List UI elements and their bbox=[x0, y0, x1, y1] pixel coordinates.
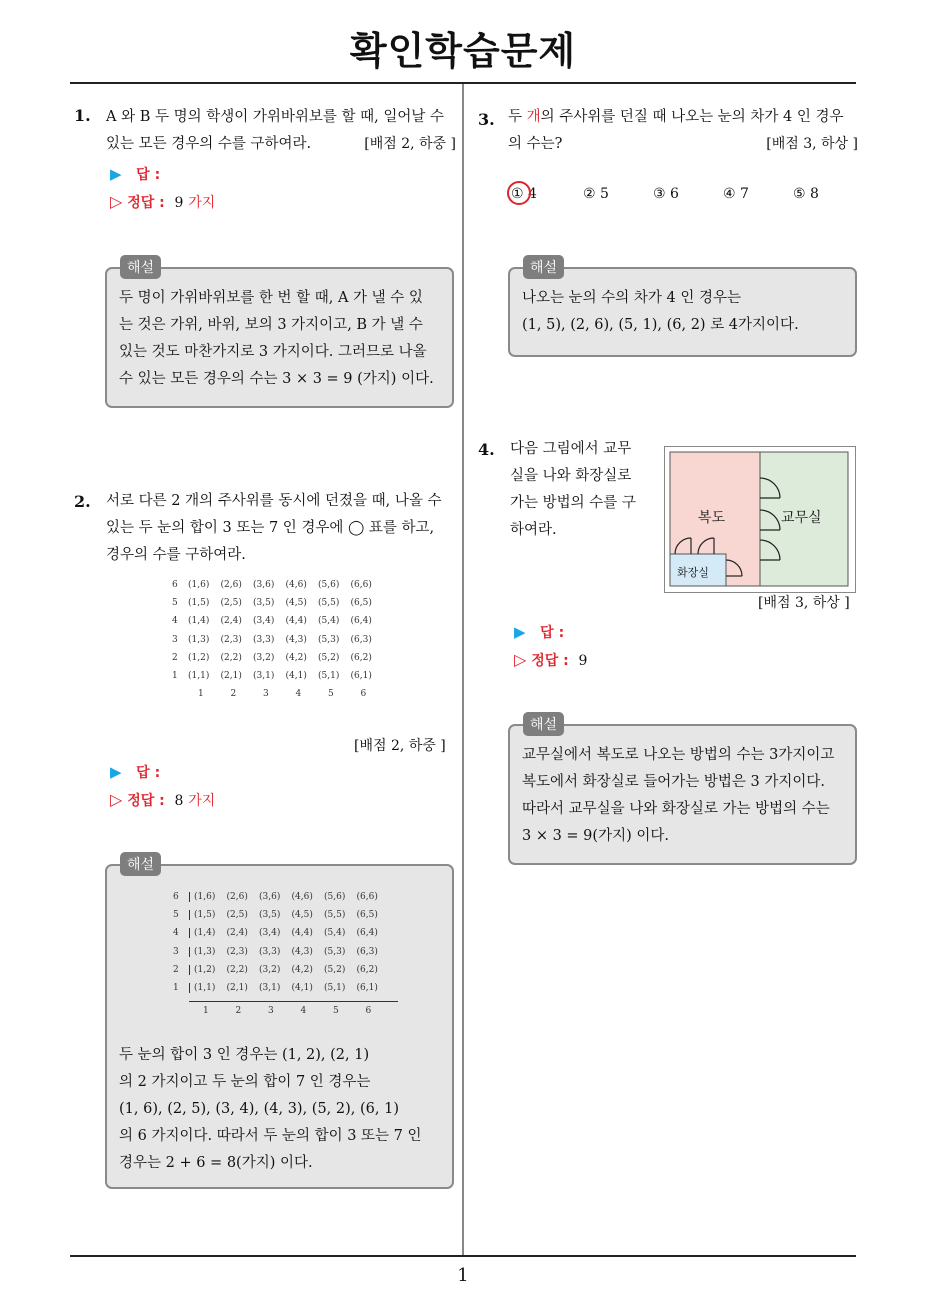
q2-answer-label: 답 : bbox=[136, 765, 161, 781]
grid-row bbox=[173, 928, 398, 946]
grid-cell: (4,1) bbox=[291, 982, 313, 993]
fig-office-label: 교무실 bbox=[781, 510, 822, 526]
grid-cell: (5,2) bbox=[318, 652, 340, 663]
grid-cell: (3,2) bbox=[253, 652, 275, 663]
grid-row bbox=[173, 947, 398, 965]
column-divider bbox=[462, 84, 464, 1255]
grid-x-label: 3 bbox=[263, 689, 269, 700]
q2-exp-line: 두 눈의 합이 3 인 경우는 (1, 2), (2, 1) bbox=[119, 1047, 370, 1063]
grid-cell: (1,2) bbox=[188, 652, 210, 663]
q1-exp-line: 수 있는 모든 경우의 수는 3 × 3 = 9 (가지) 이다. bbox=[119, 371, 434, 387]
grid-cell: (3,3) bbox=[253, 634, 275, 645]
q1-line1: A 와 B 두 명의 학생이 가위바위보를 할 때, 일어날 수 bbox=[106, 109, 444, 125]
grid-cell: (1,1) bbox=[194, 982, 216, 993]
q2-number: 2. bbox=[74, 492, 91, 511]
q2-exp-line: 경우는 2 + 6 = 8(가지) 이다. bbox=[119, 1155, 313, 1171]
grid-cell: (2,3) bbox=[226, 946, 248, 957]
page-number: 1 bbox=[457, 1265, 469, 1286]
play-icon: ▶ bbox=[110, 165, 122, 183]
grid-cell: (5,6) bbox=[318, 580, 340, 590]
q3-exp-line: 나오는 눈의 수의 차가 4 인 경우는 bbox=[522, 290, 741, 306]
q3-choice-3[interactable]: ③ 6 bbox=[653, 186, 679, 202]
grid-cell: (3,2) bbox=[259, 964, 281, 975]
q4-explanation-text bbox=[522, 742, 843, 850]
q1-text bbox=[106, 104, 456, 158]
q1-explanation-box bbox=[105, 267, 454, 408]
q2-correct-value: 8 bbox=[174, 793, 184, 809]
q2-exp-line: (1, 6), (2, 5), (3, 4), (4, 3), (5, 2), (6, 1) bbox=[119, 1101, 399, 1117]
grid-cell: (6,5) bbox=[350, 598, 372, 609]
fig-hall-label: 복도 bbox=[698, 510, 726, 526]
q4-line: 실을 나와 화장실로 bbox=[510, 468, 632, 484]
q1-explanation-tag: 해설 bbox=[120, 255, 161, 279]
grid-cell: (4,2) bbox=[285, 652, 307, 663]
grid-cell: (4,4) bbox=[285, 616, 307, 627]
grid-cell: (2,5) bbox=[226, 910, 248, 921]
q4-answer-label: 답 : bbox=[540, 625, 565, 641]
play-icon: ▶ bbox=[110, 763, 122, 781]
q2-line2: 있는 두 눈의 합이 3 또는 7 인 경우에 ◯ 표를 하고, bbox=[106, 520, 435, 536]
grid-cell: (3,5) bbox=[259, 910, 281, 921]
q1-correct-label: 정답 : bbox=[127, 195, 165, 211]
grid-cell: (3,3) bbox=[259, 946, 281, 957]
grid-x-label: 3 bbox=[268, 1006, 274, 1017]
grid-cell: (4,5) bbox=[285, 598, 307, 609]
grid-y-label: 6 bbox=[172, 580, 178, 590]
q1-meta: [배점 2, 하중 ] bbox=[364, 136, 456, 152]
grid-cell: (4,2) bbox=[291, 964, 313, 975]
q4-meta: [배점 3, 하상 ] bbox=[758, 595, 850, 611]
q1-correct-unit: 가지 bbox=[188, 195, 216, 211]
q1-number: 1. bbox=[74, 106, 91, 125]
grid-cell: (6,4) bbox=[356, 928, 378, 939]
grid-cell: (5,3) bbox=[318, 634, 340, 645]
q3-explanation-box bbox=[508, 267, 857, 357]
grid-x-label: 6 bbox=[360, 689, 367, 700]
grid-cell: (3,5) bbox=[253, 598, 275, 609]
grid-cell: (1,3) bbox=[194, 946, 216, 957]
grid-cell: (6,6) bbox=[350, 580, 372, 590]
q4-correct-label: 정답 : bbox=[531, 653, 569, 669]
grid-x-axis bbox=[172, 689, 393, 707]
q2-correct-label: 정답 : bbox=[127, 793, 165, 809]
grid-x-label: 1 bbox=[198, 689, 204, 700]
q1-correct-value: 9 bbox=[174, 195, 184, 211]
grid-y-label: 2 bbox=[173, 965, 190, 975]
grid-cell: (1,6) bbox=[188, 580, 210, 590]
grid-cell: (1,5) bbox=[194, 910, 216, 921]
grid-cell: (2,4) bbox=[226, 928, 248, 939]
grid-cell: (4,6) bbox=[291, 892, 313, 902]
grid-x-label: 5 bbox=[328, 689, 334, 700]
grid-x-label: 6 bbox=[365, 1006, 372, 1017]
q3-line1 bbox=[508, 104, 858, 131]
grid-row bbox=[173, 910, 398, 928]
q4-correct bbox=[514, 650, 587, 670]
q4-exp-line: 교무실에서 복도로 나오는 방법의 수는 3가지이고 bbox=[522, 747, 835, 763]
q4-exp-line: 3 × 3 = 9(가지) 이다. bbox=[522, 828, 669, 844]
grid-y-label: 2 bbox=[172, 652, 178, 663]
grid-cell: (2,5) bbox=[220, 598, 242, 609]
grid-cell: (2,2) bbox=[226, 964, 248, 975]
grid-cell: (2,6) bbox=[226, 892, 248, 902]
grid-cell: (1,4) bbox=[194, 928, 216, 939]
grid-cell: (1,1) bbox=[188, 670, 210, 681]
grid-cell: (1,2) bbox=[194, 964, 216, 975]
grid-cell: (3,4) bbox=[253, 616, 275, 627]
grid-cell: (2,1) bbox=[226, 982, 248, 993]
q3-explanation-tag: 해설 bbox=[523, 255, 564, 279]
q3-choice-5[interactable]: ⑤ 8 bbox=[793, 186, 819, 202]
grid-row bbox=[172, 653, 393, 671]
grid-x-label: 4 bbox=[300, 1006, 307, 1017]
grid-x-label: 2 bbox=[230, 689, 237, 700]
grid-row bbox=[172, 598, 393, 616]
outline-triangle-icon: ▷ bbox=[110, 192, 123, 211]
grid-cell: (4,6) bbox=[285, 580, 307, 590]
q3-line2: 의 수는? bbox=[508, 136, 563, 152]
q2-exp-dice-grid bbox=[173, 892, 398, 1024]
grid-cell: (6,4) bbox=[350, 616, 372, 627]
q2-correct-unit: 가지 bbox=[188, 793, 216, 809]
selected-circle-mark bbox=[507, 181, 531, 205]
q3-choice-4[interactable]: ④ 7 bbox=[723, 186, 749, 202]
grid-cell: (5,1) bbox=[324, 982, 346, 993]
grid-cell: (6,5) bbox=[356, 910, 378, 921]
grid-cell: (3,1) bbox=[259, 982, 281, 993]
grid-cell: (2,4) bbox=[220, 616, 242, 627]
grid-cell: (4,3) bbox=[291, 946, 313, 957]
grid-y-label: 1 bbox=[172, 670, 178, 681]
grid-row bbox=[173, 892, 398, 910]
q3-text bbox=[508, 104, 858, 158]
grid-cell: (2,3) bbox=[220, 634, 242, 645]
grid-y-label: 3 bbox=[172, 634, 178, 645]
q4-number: 4. bbox=[478, 440, 495, 459]
grid-y-label: 5 bbox=[173, 910, 190, 920]
grid-y-label: 4 bbox=[172, 616, 178, 627]
grid-cell: (6,6) bbox=[356, 892, 378, 902]
footer-rule bbox=[70, 1255, 856, 1257]
q2-dice-grid bbox=[172, 580, 393, 707]
q3-choice-1[interactable]: ① 4 bbox=[511, 186, 537, 202]
grid-y-label: 4 bbox=[173, 928, 190, 938]
grid-row bbox=[172, 671, 393, 689]
grid-row bbox=[172, 635, 393, 653]
grid-y-label: 5 bbox=[172, 598, 178, 609]
grid-x-axis bbox=[189, 1001, 398, 1024]
grid-cell: (4,5) bbox=[291, 910, 313, 921]
page-title: 확인학습문제 bbox=[349, 29, 577, 73]
q4-exp-line: 복도에서 화장실로 들어가는 방법은 3 가지이다. bbox=[522, 774, 826, 790]
grid-cell: (2,6) bbox=[220, 580, 242, 590]
q4-line: 가는 방법의 수를 구 bbox=[510, 495, 636, 511]
grid-cell: (6,2) bbox=[356, 964, 378, 975]
grid-cell: (5,6) bbox=[324, 892, 346, 902]
grid-cell: (2,2) bbox=[220, 652, 242, 663]
q4-explanation-box bbox=[508, 724, 857, 865]
q1-line2-row bbox=[106, 131, 456, 158]
q2-line1: 서로 다른 2 개의 주사위를 동시에 던졌을 때, 나올 수 bbox=[106, 493, 442, 509]
grid-row bbox=[173, 983, 398, 1001]
q3-number: 3. bbox=[478, 110, 495, 129]
grid-y-label: 3 bbox=[173, 947, 190, 957]
grid-cell: (5,3) bbox=[324, 946, 346, 957]
q2-text bbox=[106, 488, 456, 569]
grid-row bbox=[172, 580, 393, 598]
outline-triangle-icon: ▷ bbox=[110, 790, 123, 809]
grid-cell: (5,4) bbox=[324, 928, 346, 939]
q1-answer-input[interactable] bbox=[110, 164, 160, 184]
grid-cell: (2,1) bbox=[220, 670, 242, 681]
grid-cell: (6,1) bbox=[350, 670, 372, 681]
grid-row bbox=[172, 616, 393, 634]
grid-cell: (1,6) bbox=[194, 892, 216, 902]
grid-cell: (6,2) bbox=[350, 652, 372, 663]
q4-floor-plan bbox=[664, 446, 856, 593]
q2-meta: [배점 2, 하중 ] bbox=[354, 738, 446, 754]
q4-explanation-tag: 해설 bbox=[523, 712, 564, 736]
grid-cell: (4,1) bbox=[285, 670, 307, 681]
q2-exp-line: 의 2 가지이고 두 눈의 합이 7 인 경우는 bbox=[119, 1074, 371, 1090]
grid-cell: (1,4) bbox=[188, 616, 210, 627]
q4-answer-input[interactable] bbox=[514, 622, 564, 642]
q2-explanation-tag: 해설 bbox=[120, 852, 161, 876]
grid-cell: (5,5) bbox=[318, 598, 340, 609]
q3-line1-c: 의 주사위를 던질 때 나오는 눈의 차가 4 인 경우 bbox=[540, 109, 844, 125]
grid-cell: (3,1) bbox=[253, 670, 275, 681]
q4-line: 다음 그림에서 교무 bbox=[510, 441, 632, 457]
q3-line2-row bbox=[508, 131, 858, 158]
grid-cell: (1,5) bbox=[188, 598, 210, 609]
q1-line2: 있는 모든 경우의 수를 구하여라. bbox=[106, 136, 312, 152]
q1-explanation-text bbox=[119, 285, 440, 393]
q2-exp-line: 의 6 가지이다. 따라서 두 눈의 합이 3 또는 7 인 bbox=[119, 1128, 422, 1144]
q3-line1-highlight: 개 bbox=[526, 109, 541, 125]
grid-x-label: 1 bbox=[203, 1006, 209, 1017]
q2-answer-input[interactable] bbox=[110, 762, 160, 782]
grid-cell: (5,4) bbox=[318, 616, 340, 627]
grid-cell: (3,6) bbox=[253, 580, 275, 590]
q4-line: 하여라. bbox=[510, 522, 557, 538]
q4-exp-line: 따라서 교무실을 나와 화장실로 가는 방법의 수는 bbox=[522, 801, 830, 817]
grid-cell: (6,1) bbox=[356, 982, 378, 993]
grid-cell: (5,2) bbox=[324, 964, 346, 975]
grid-cell: (5,5) bbox=[324, 910, 346, 921]
fig-restroom-label: 화장실 bbox=[677, 566, 709, 579]
q3-line1-a: 두 bbox=[508, 109, 523, 125]
q3-choice-2[interactable]: ② 5 bbox=[583, 186, 609, 202]
q3-meta: [배점 3, 하상 ] bbox=[766, 136, 858, 152]
grid-x-label: 4 bbox=[295, 689, 302, 700]
grid-cell: (6,3) bbox=[356, 946, 378, 957]
grid-cell: (3,6) bbox=[259, 892, 281, 902]
play-icon: ▶ bbox=[514, 623, 526, 641]
grid-x-label: 5 bbox=[333, 1006, 339, 1017]
grid-row bbox=[173, 965, 398, 983]
q1-exp-line: 는 것은 가위, 바위, 보의 3 가지이고, B 가 낼 수 bbox=[119, 317, 423, 333]
outline-triangle-icon: ▷ bbox=[514, 650, 527, 669]
q4-text bbox=[510, 436, 650, 544]
q2-line3: 경우의 수를 구하여라. bbox=[106, 547, 246, 563]
grid-x-label: 2 bbox=[235, 1006, 242, 1017]
q1-correct bbox=[110, 192, 215, 212]
grid-cell: (5,1) bbox=[318, 670, 340, 681]
grid-cell: (6,3) bbox=[350, 634, 372, 645]
grid-cell: (1,3) bbox=[188, 634, 210, 645]
grid-y-label: 1 bbox=[173, 983, 190, 993]
grid-cell: (4,4) bbox=[291, 928, 313, 939]
q3-exp-line: (1, 5), (2, 6), (5, 1), (6, 2) 로 4가지이다. bbox=[522, 317, 799, 333]
q1-exp-line: 두 명이 가위바위보를 한 번 할 때, A 가 낼 수 있 bbox=[119, 290, 423, 306]
grid-cell: (3,4) bbox=[259, 928, 281, 939]
q2-correct bbox=[110, 790, 215, 810]
q1-answer-label: 답 : bbox=[136, 167, 161, 183]
grid-y-label: 6 bbox=[173, 892, 190, 902]
q4-correct-value: 9 bbox=[578, 653, 588, 669]
q3-explanation-text bbox=[522, 285, 843, 339]
q1-exp-line: 있는 것도 마찬가지로 3 가지이다. 그러므로 나올 bbox=[119, 344, 427, 360]
grid-cell: (4,3) bbox=[285, 634, 307, 645]
q2-explanation-box bbox=[105, 864, 454, 1189]
q2-explanation-text bbox=[119, 1042, 440, 1177]
